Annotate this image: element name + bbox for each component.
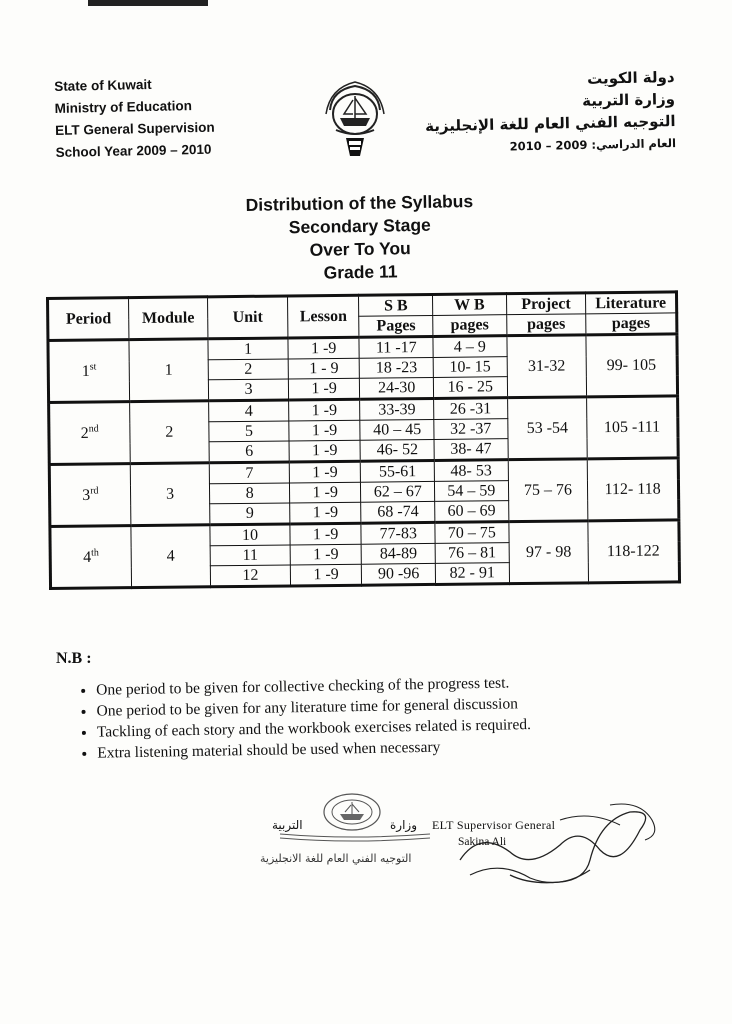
header-left-line3: ELT General Supervision bbox=[54, 119, 215, 138]
title-line1: Distribution of the Syllabus bbox=[245, 191, 474, 215]
syllabus-table-wrapper bbox=[46, 290, 681, 590]
unit-cell: 1 bbox=[208, 338, 288, 360]
top-edge-mark bbox=[88, 0, 208, 6]
period-cell: 1st bbox=[48, 340, 129, 403]
lesson-cell: 1 -9 bbox=[290, 502, 362, 524]
title-line4: Grade 11 bbox=[323, 261, 398, 283]
unit-cell: 4 bbox=[209, 400, 289, 422]
lesson-cell: 1 -9 bbox=[289, 482, 361, 503]
unit-cell: 11 bbox=[210, 545, 290, 566]
literature-cell: 118-122 bbox=[588, 520, 679, 583]
supervisor-name: Sakina Ali bbox=[458, 836, 507, 848]
col-subheader-wb: pages bbox=[433, 315, 507, 337]
stamp-text-1: التربية bbox=[272, 818, 303, 832]
module-cell: 4 bbox=[131, 525, 211, 588]
nb-label: N.B : bbox=[56, 650, 92, 667]
list-item: • One period to be given for collective checking of the progress test. bbox=[96, 672, 530, 701]
module-cell: 3 bbox=[130, 463, 210, 526]
sb-cell: 68 -74 bbox=[361, 501, 435, 523]
unit-cell: 10 bbox=[210, 524, 290, 546]
col-header-period: Period bbox=[48, 298, 129, 341]
wb-cell: 16 - 25 bbox=[433, 377, 507, 399]
col-subheader-project: pages bbox=[506, 314, 586, 336]
wb-cell: 26 -31 bbox=[434, 398, 508, 420]
syllabus-table bbox=[46, 290, 681, 590]
col-header-module: Module bbox=[128, 297, 208, 340]
sb-cell: 11 -17 bbox=[359, 336, 433, 358]
period-cell: 4th bbox=[50, 526, 131, 589]
wb-cell: 54 – 59 bbox=[434, 481, 508, 502]
header-right-line4: العام الدراسي: 2009 – 2010 bbox=[509, 135, 676, 154]
unit-cell: 8 bbox=[210, 483, 290, 504]
header-right-block bbox=[424, 66, 676, 159]
col-header-literature: Literature bbox=[586, 292, 677, 314]
lesson-cell: 1 -9 bbox=[289, 461, 361, 483]
lesson-cell: 1 - 9 bbox=[288, 358, 360, 379]
stamp-text-2: وزارة bbox=[390, 818, 418, 832]
list-item: • Tackling of each story and the workbook exercises related is required. bbox=[97, 714, 531, 743]
sb-cell: 62 – 67 bbox=[361, 481, 435, 502]
sb-cell: 90 -96 bbox=[362, 563, 436, 585]
title-line2: Secondary Stage bbox=[288, 214, 431, 238]
col-header-project: Project bbox=[506, 293, 586, 315]
lesson-cell: 1 -9 bbox=[290, 523, 362, 545]
supervisor-title: ELT Supervisor General bbox=[432, 818, 556, 832]
sb-cell: 55-61 bbox=[361, 460, 435, 482]
header-left-line1: State of Kuwait bbox=[54, 76, 152, 94]
sb-cell: 18 -23 bbox=[360, 357, 434, 378]
unit-cell: 3 bbox=[209, 379, 289, 401]
sb-cell: 33-39 bbox=[360, 398, 434, 420]
module-cell: 1 bbox=[129, 339, 209, 402]
notes-list bbox=[78, 672, 531, 764]
unit-cell: 9 bbox=[210, 503, 290, 525]
unit-cell: 7 bbox=[210, 462, 290, 484]
sb-cell: 77-83 bbox=[361, 522, 435, 544]
period-cell: 3rd bbox=[49, 464, 130, 527]
project-cell: 53 -54 bbox=[507, 397, 587, 460]
col-header-sb: S B bbox=[359, 294, 433, 316]
sb-cell: 46- 52 bbox=[360, 439, 434, 461]
literature-cell: 99- 105 bbox=[586, 334, 677, 397]
literature-cell: 105 -111 bbox=[587, 396, 678, 459]
header-left-block bbox=[54, 73, 215, 164]
col-subheader-sb: Pages bbox=[359, 315, 433, 337]
wb-cell: 82 - 91 bbox=[435, 563, 509, 585]
wb-cell: 60 – 69 bbox=[435, 501, 509, 523]
col-header-unit: Unit bbox=[208, 296, 288, 339]
list-item: • One period to be given for any literature time for general discussion bbox=[96, 693, 530, 722]
wb-cell: 76 – 81 bbox=[435, 543, 509, 564]
lesson-cell: 1 -9 bbox=[290, 544, 362, 565]
list-item: • Extra listening material should be used when necessary bbox=[97, 735, 531, 764]
wb-cell: 38- 47 bbox=[434, 439, 508, 461]
header-right-line3: التوجيه الفني العام للغة الإنجليزية bbox=[424, 111, 676, 136]
wb-cell: 4 – 9 bbox=[433, 336, 507, 358]
lesson-cell: 1 -9 bbox=[289, 420, 361, 441]
project-cell: 31-32 bbox=[507, 335, 587, 398]
col-header-lesson: Lesson bbox=[287, 295, 359, 338]
lesson-cell: 1 -9 bbox=[288, 337, 360, 359]
lesson-cell: 1 -9 bbox=[288, 378, 360, 400]
header-left-line4: School Year 2009 – 2010 bbox=[55, 141, 212, 160]
unit-cell: 2 bbox=[208, 359, 288, 380]
header-right-line2: وزارة التربية bbox=[581, 89, 675, 110]
header-right-line1: دولة الكويت bbox=[586, 67, 675, 88]
module-cell: 2 bbox=[129, 401, 209, 464]
kuwait-emblem-icon bbox=[322, 80, 388, 160]
literature-cell: 112- 118 bbox=[587, 458, 678, 521]
wb-cell: 48- 53 bbox=[434, 460, 508, 482]
lesson-cell: 1 -9 bbox=[290, 564, 362, 586]
document-title bbox=[199, 189, 521, 287]
wb-cell: 32 -37 bbox=[434, 419, 508, 440]
stamp-text-3: التوجيه الفني العام للغة الانجليزية bbox=[260, 852, 412, 865]
header-left-line2: Ministry of Education bbox=[54, 98, 193, 116]
signature-area bbox=[260, 790, 680, 900]
wb-cell: 10- 15 bbox=[433, 357, 507, 378]
period-cell: 2nd bbox=[49, 402, 130, 465]
lesson-cell: 1 -9 bbox=[288, 399, 360, 421]
sb-cell: 40 – 45 bbox=[360, 419, 434, 440]
wb-cell: 70 – 75 bbox=[435, 522, 509, 544]
unit-cell: 12 bbox=[211, 565, 291, 587]
project-cell: 75 – 76 bbox=[508, 459, 588, 522]
sb-cell: 84-89 bbox=[362, 543, 436, 564]
title-line3: Over To You bbox=[309, 238, 411, 260]
unit-cell: 5 bbox=[209, 421, 289, 442]
lesson-cell: 1 -9 bbox=[289, 440, 361, 462]
col-subheader-literature: pages bbox=[586, 313, 677, 335]
col-header-wb: W B bbox=[433, 294, 507, 316]
unit-cell: 6 bbox=[209, 441, 289, 463]
sb-cell: 24-30 bbox=[360, 377, 434, 399]
project-cell: 97 - 98 bbox=[508, 521, 588, 584]
